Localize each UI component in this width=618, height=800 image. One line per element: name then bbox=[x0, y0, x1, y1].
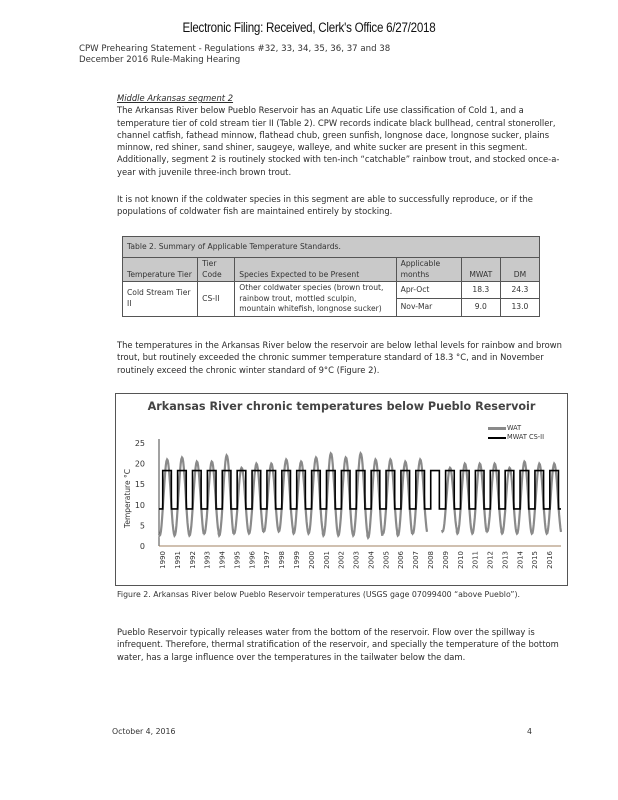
section-title: Middle Arkansas segment 2 bbox=[117, 93, 234, 103]
x-tick-label: 2014 bbox=[516, 551, 525, 569]
chart-plot-area bbox=[116, 394, 567, 585]
x-tick-label: 1990 bbox=[159, 551, 167, 569]
y-tick-label: 0 bbox=[139, 542, 145, 551]
y-tick-label: 15 bbox=[134, 480, 145, 490]
cell-months: Apr-Oct bbox=[396, 282, 461, 299]
temperature-chart bbox=[115, 393, 568, 586]
x-tick-label: 1997 bbox=[263, 551, 272, 569]
table-row bbox=[123, 282, 540, 299]
mwat-standard-line bbox=[159, 471, 561, 509]
document-header bbox=[79, 44, 390, 66]
x-tick-label: 1998 bbox=[278, 551, 287, 569]
x-tick-label: 1999 bbox=[293, 551, 301, 569]
x-tick-label: 2010 bbox=[456, 551, 465, 569]
paragraph-3: The temperatures in the Arkansas River below the reservoir are below lethal levels for rainbow and brown trout, but routinely exceeded the chronic summer temperature standard of 18.3 °C, and in November routinely exceed the chronic winter standard of 9°C (Figure 2). bbox=[117, 340, 562, 375]
cell-species: Other coldwater species (brown trout, rainbow trout, mottled sculpin, mountain whitefish, longnose sucker) bbox=[235, 282, 396, 317]
x-tick-label: 1993 bbox=[203, 551, 212, 569]
x-tick-label: 1992 bbox=[188, 551, 197, 569]
cell-dm: 24.3 bbox=[500, 282, 539, 299]
col-header-species: Species Expected to be Present bbox=[235, 258, 396, 282]
col-header-months: Applicable months bbox=[396, 258, 461, 282]
y-axis-label: Temperature °C bbox=[123, 469, 132, 528]
col-header-mwat: MWAT bbox=[461, 258, 500, 282]
x-tick-label: 2007 bbox=[412, 551, 421, 569]
cell-code: CS-II bbox=[198, 282, 235, 317]
footer-date: October 4, 2016 bbox=[112, 727, 176, 736]
x-tick-label: 2004 bbox=[367, 551, 376, 569]
legend-label-wat: WAT bbox=[507, 424, 522, 432]
x-tick-label: 2013 bbox=[501, 551, 510, 569]
cell-tier: Cold Stream Tier II bbox=[123, 282, 198, 317]
page-number: 4 bbox=[527, 727, 532, 736]
table-header-row bbox=[123, 258, 540, 282]
x-tick-label: 2008 bbox=[427, 551, 435, 569]
x-tick-label: 2000 bbox=[307, 551, 316, 569]
x-tick-label: 2016 bbox=[546, 551, 555, 569]
x-tick-label: 2012 bbox=[486, 551, 495, 569]
table-caption: Table 2. Summary of Applicable Temperature Standards. bbox=[123, 237, 540, 258]
cell-mwat: 9.0 bbox=[461, 299, 500, 316]
temperature-standards-table bbox=[122, 236, 540, 317]
x-tick-label: 2001 bbox=[322, 551, 331, 569]
col-header-tier: Temperature Tier bbox=[123, 258, 198, 282]
wat-series-line bbox=[159, 453, 561, 537]
x-tick-label: 2003 bbox=[352, 551, 361, 569]
x-tick-label: 1994 bbox=[218, 551, 227, 569]
col-header-code: Tier Code bbox=[198, 258, 235, 282]
section-intro bbox=[117, 92, 562, 178]
header-line-2: December 2016 Rule-Making Hearing bbox=[79, 55, 241, 65]
cell-mwat: 18.3 bbox=[461, 282, 500, 299]
x-tick-label: 2009 bbox=[441, 551, 450, 569]
col-header-dm: DM bbox=[500, 258, 539, 282]
cell-dm: 13.0 bbox=[500, 299, 539, 316]
paragraph-1: The Arkansas River below Pueblo Reservoir has an Aquatic Life use classification of Cold 1, and a temperature tier of cold stream tier II (Table 2). CPW records indicate black bullhead, central stoneroller, channel catfish, fathead minnow, flathead chub, green sunfish, longnose dace, longnose sucker, plains minnow, red shiner, sand shiner, saugeye, walleye, and white sucker are present in this segment. Additionally, segment 2 is routinely stocked with ten-inch “catchable” rainbow trout, and stocked once-a-year with juvenile three-inch brown trout. bbox=[117, 105, 560, 177]
x-tick-label: 2002 bbox=[337, 551, 346, 569]
y-tick-label: 5 bbox=[139, 521, 145, 531]
x-tick-label: 2006 bbox=[397, 551, 406, 569]
paragraph-2: It is not known if the coldwater species in this segment are able to successfully reproduce, or if the populations of coldwater fish are maintained entirely by stocking. bbox=[117, 194, 533, 217]
y-tick-label: 10 bbox=[134, 500, 145, 510]
x-tick-label: 1996 bbox=[248, 551, 257, 569]
y-tick-label: 25 bbox=[134, 439, 145, 448]
paragraph-4: Pueblo Reservoir typically releases water from the bottom of the reservoir. Flow over the spillway is infrequent. Therefore, thermal stratification of the reservoir, and specially the temperature of the bottom water, has a large influence over the temperatures in the tailwater below the dam. bbox=[117, 627, 559, 662]
header-line-1: CPW Prehearing Statement - Regulations #32, 33, 34, 35, 36, 37 and 38 bbox=[79, 44, 391, 54]
figure-caption: Figure 2. Arkansas River below Pueblo Reservoir temperatures (USGS gage 07099400 “above Pueblo”). bbox=[117, 590, 520, 599]
x-tick-label: 2011 bbox=[471, 551, 480, 569]
chart-title: Arkansas River chronic temperatures below Pueblo Reservoir bbox=[147, 400, 536, 413]
legend-label-mwat: MWAT CS-II bbox=[507, 433, 545, 441]
cell-months: Nov-Mar bbox=[396, 299, 461, 316]
x-tick-label: 2015 bbox=[531, 551, 540, 569]
x-tick-label: 1991 bbox=[173, 551, 182, 569]
filing-stamp: Electronic Filing: Received, Clerk's Office 6/27/2018 bbox=[182, 20, 436, 35]
x-tick-label: 2005 bbox=[382, 551, 391, 569]
y-tick-label: 20 bbox=[134, 459, 145, 469]
x-tick-label: 1995 bbox=[233, 551, 242, 569]
